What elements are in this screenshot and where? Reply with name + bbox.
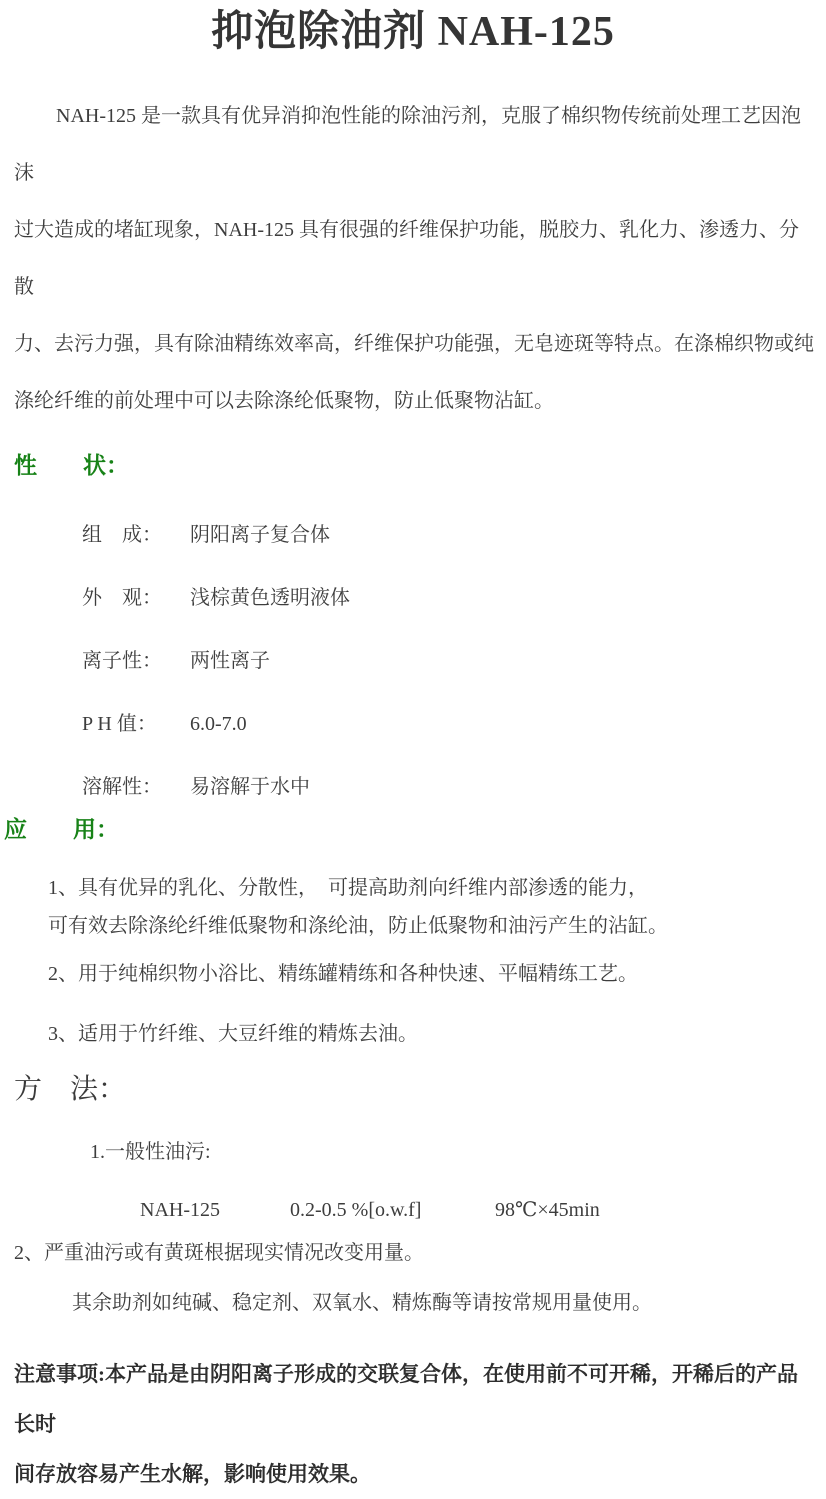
property-row-ionicity (82, 648, 826, 675)
dosage-line (140, 1197, 826, 1224)
property-value: 阴阳离子复合体 (190, 524, 330, 546)
dosage-amount: 0.2-0.5 %[o.w.f] (290, 1199, 422, 1221)
product-datasheet-page (0, 6, 826, 1486)
property-value: 6.0-7.0 (190, 713, 247, 735)
property-value: 易溶解于水中 (190, 776, 310, 798)
property-value: 浅棕黄色透明液体 (190, 587, 350, 609)
application-item-line: 可有效去除涤纶纤维低聚物和涤纶油，防止低聚物和油污产生的沾缸。 (48, 915, 668, 937)
intro-line: 过大造成的堵缸现象，NAH-125 具有很强的纤维保护功能，脱胶力、乳化力、渗透力、分散 (14, 219, 799, 298)
application-item-line: 1、具有优异的乳化、分散性， 可提高助剂向纤维内部渗透的能力， (48, 877, 648, 899)
dosage-product-name: NAH-125 (140, 1199, 220, 1221)
property-row-ph (82, 711, 826, 738)
application-item-1 (48, 869, 826, 945)
property-row-appearance (82, 585, 826, 612)
section-heading-method: 方 法： (14, 1074, 127, 1105)
property-label: 外 观： (82, 587, 162, 609)
method-case1-label: 1.一般性油污: (90, 1141, 211, 1163)
notice-line: 间存放容易产生水解，影响使用效果。 (14, 1462, 371, 1486)
notice-line: 注意事项:本产品是由阴阳离子形成的交联复合体，在使用前不可开稀，开稀后的产品长时 (14, 1362, 798, 1436)
property-label: 组 成： (82, 524, 162, 546)
property-row-composition (82, 522, 826, 549)
section-heading-properties: 性 状： (14, 453, 129, 478)
intro-line: 涤纶纤维的前处理中可以去除涤纶低聚物，防止低聚物沾缸。 (14, 390, 554, 412)
property-label: 溶解性： (82, 776, 162, 798)
method-case2-text: 2、严重油污或有黄斑根据现实情况改变用量。 (14, 1242, 424, 1264)
auxiliary-note: 其余助剂如纯碱、稳定剂、双氧水、精炼酶等请按常规用量使用。 (72, 1292, 652, 1314)
section-heading-application: 应 用： (4, 817, 119, 842)
page-title: 抑泡除油剂 NAH-125 (211, 9, 615, 55)
application-item-3: 3、适用于竹纤维、大豆纤维的精炼去油。 (48, 1023, 418, 1045)
intro-line: NAH-125 是一款具有优异消抑泡性能的除油污剂，克服了棉织物传统前处理工艺因泡沫 (14, 105, 801, 184)
property-label: 离子性： (82, 650, 162, 672)
dosage-condition: 98℃×45min (495, 1199, 600, 1221)
notice-block (14, 1349, 814, 1499)
application-list (0, 869, 826, 1053)
intro-line: 力、去污力强，具有除油精练效率高，纤维保护功能强，无皂迹斑等特点。在涤棉织物或纯 (14, 333, 814, 355)
application-item-2: 2、用于纯棉织物小浴比、精练罐精练和各种快速、平幅精练工艺。 (48, 963, 638, 985)
property-label: P H 值： (82, 713, 157, 735)
property-row-solubility (82, 774, 826, 801)
properties-list (82, 522, 826, 801)
intro-paragraph (14, 88, 814, 430)
property-value: 两性离子 (190, 650, 270, 672)
